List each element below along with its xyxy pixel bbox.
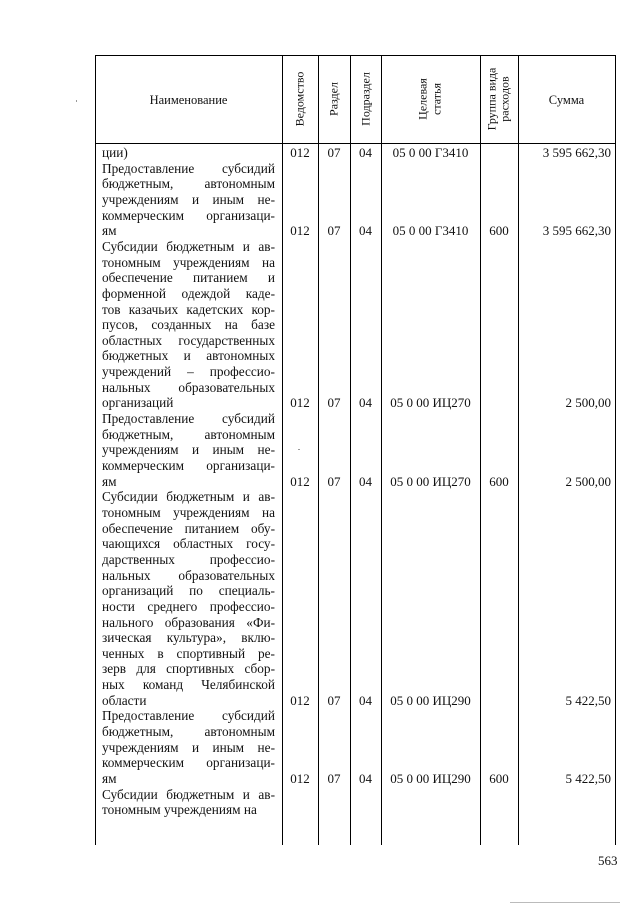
column-divider <box>318 55 319 845</box>
cell-razdel: 07 <box>327 692 341 708</box>
name-line: ям <box>102 771 117 786</box>
name-line: Субсидии бюджетным и ав- <box>102 786 275 802</box>
cell-podrazdel: 04 <box>359 395 372 411</box>
name-line: ям <box>102 223 117 239</box>
header-celevaya-2: статья <box>429 83 444 115</box>
name-line: тов казачьих кадетских кор- <box>102 301 275 317</box>
table-right-border <box>615 55 616 845</box>
cell-razdel: 07 <box>327 145 341 160</box>
header-bottom-border <box>95 143 615 144</box>
header-razdel: Раздел <box>326 82 341 116</box>
cell-vedomstvo: 012 <box>290 395 310 411</box>
name-line: бюджетным, автономным <box>102 176 275 192</box>
cell-vedomstvo: 012 <box>290 771 310 786</box>
name-line: ции) <box>102 145 128 160</box>
name-line: учреждениям и иным не- <box>102 442 275 458</box>
name-line: дарственных профессио- <box>102 551 275 567</box>
name-line: бюджетным, автономным <box>102 426 275 442</box>
header-celevaya-1: Целевая <box>415 78 430 120</box>
cell-podrazdel: 04 <box>359 771 372 786</box>
cell-summa: 5 422,50 <box>565 692 611 708</box>
name-line: обеспечение питанием и <box>102 270 275 286</box>
cell-podrazdel: 04 <box>359 223 372 239</box>
cell-razdel: 07 <box>327 473 341 489</box>
cell-podrazdel: 04 <box>359 145 372 160</box>
name-line: тономным учреждениям на <box>102 802 257 818</box>
cell-gruppa: 600 <box>489 223 509 239</box>
name-line: Субсидии бюджетным и ав- <box>102 238 275 254</box>
name-line: бюджетных и автономных <box>102 348 275 364</box>
name-line: ных команд Челябинской <box>102 677 275 693</box>
cell-podrazdel: 04 <box>359 473 372 489</box>
column-divider <box>350 55 351 845</box>
header-vedomstvo: Ведомство <box>292 71 307 127</box>
cell-celevaya: 05 0 00 ИЦ270 <box>390 473 471 489</box>
name-line: Субсидии бюджетным и ав- <box>102 489 275 505</box>
name-line: коммерческим организаци- <box>102 458 275 473</box>
name-line: учреждениям и иным не- <box>102 191 275 207</box>
cell-celevaya: 05 0 00 ИЦ290 <box>390 692 471 708</box>
cell-summa: 3 595 662,30 <box>542 145 611 160</box>
header-podrazdel: Подраздел <box>358 72 373 126</box>
name-line: нального образования «Фи- <box>102 614 275 630</box>
cell-celevaya: 05 0 00 ИЦ290 <box>390 771 471 786</box>
name-line: нальных образовательных <box>102 379 275 395</box>
cell-razdel: 07 <box>327 223 341 239</box>
scan-mark <box>510 902 620 903</box>
cell-vedomstvo: 012 <box>290 223 310 239</box>
name-line: ности среднего профессио- <box>102 598 275 614</box>
cell-celevaya: 05 0 00 ИЦ270 <box>390 395 471 411</box>
name-line: бюджетным, автономным <box>102 724 275 740</box>
name-line: тономным учреждениям на <box>102 504 275 520</box>
name-line: обеспечение питанием обу- <box>102 520 275 536</box>
column-divider <box>480 55 481 845</box>
name-line: тономным учреждениям на <box>102 254 275 270</box>
cell-celevaya: 05 0 00 Г3410 <box>392 223 469 239</box>
name-line: нальных образовательных <box>102 567 275 583</box>
page-number: 563 <box>598 853 618 868</box>
header-name: Наименование <box>149 93 228 107</box>
name-line: учреждениям и иным не- <box>102 739 275 755</box>
table-left-border <box>95 55 96 845</box>
cell-summa: 2 500,00 <box>565 473 611 489</box>
name-line: зерв для спортивных сбор- <box>102 661 275 677</box>
cell-vedomstvo: 012 <box>290 145 310 160</box>
name-line: организаций по специаль- <box>102 583 275 599</box>
column-divider <box>381 55 382 845</box>
name-line: ченных в спортивный ре- <box>102 645 275 661</box>
cell-vedomstvo: 012 <box>290 692 310 708</box>
header-summa: Сумма <box>548 93 585 107</box>
name-line: коммерческим организаци- <box>102 207 275 223</box>
name-line: областных государственных <box>102 332 275 348</box>
name-line: коммерческим организаци- <box>102 755 275 771</box>
cell-summa: 5 422,50 <box>565 771 611 786</box>
name-line: области <box>102 692 147 708</box>
column-divider <box>518 55 519 845</box>
name-line: пусов, созданных на базе <box>102 317 275 333</box>
cell-summa: 3 595 662,30 <box>542 223 611 239</box>
name-line: учреждений – профессио- <box>102 364 275 380</box>
cell-vedomstvo: 012 <box>290 473 310 489</box>
scan-mark <box>76 100 77 102</box>
column-divider <box>282 55 283 845</box>
cell-celevaya: 05 0 00 Г3410 <box>392 145 469 160</box>
header-gruppa-2: расходов <box>497 76 512 122</box>
name-line: Предоставление субсидий <box>102 411 275 427</box>
cell-gruppa: 600 <box>489 771 509 786</box>
scan-mark <box>298 449 300 450</box>
cell-razdel: 07 <box>327 771 341 786</box>
name-line: ям <box>102 473 117 489</box>
header-gruppa-1: Группа вида <box>484 67 499 131</box>
cell-gruppa: 600 <box>489 473 509 489</box>
name-line: организаций <box>102 395 174 411</box>
table-top-border <box>95 55 615 56</box>
name-line: зическая культура», вклю- <box>102 630 275 646</box>
name-line: чающихся областных госу- <box>102 536 275 552</box>
cell-summa: 2 500,00 <box>565 395 611 411</box>
name-line: Предоставление субсидий <box>102 708 275 724</box>
cell-podrazdel: 04 <box>359 692 372 708</box>
name-line: форменной одеждой каде- <box>102 285 275 301</box>
name-line: Предоставление субсидий <box>102 160 275 176</box>
cell-razdel: 07 <box>327 395 341 411</box>
